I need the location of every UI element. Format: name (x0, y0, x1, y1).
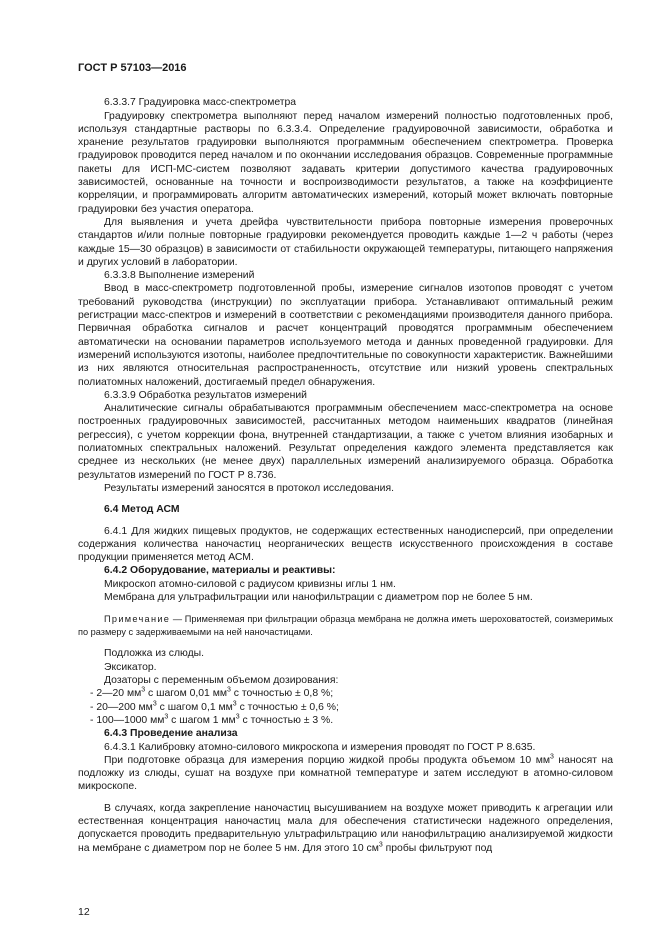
list-item: - 2—20 $мм^3$ с шагом 0,01 $мм^3$ с точностью ± 0,8 %; (90, 686, 334, 700)
paragraph: Эксикатор. (104, 661, 157, 673)
paragraph: Градуировку спектрометра выполняют перед началом измерений полностью подготовленных проб, используя стандартные растворы по 6.3.3.4. Определение градуировочной зависимости, обработка и хранение результатов градуировки выполняются программным обеспечением спектрометра. Проверка градуировок проводится перед началом и по окончании исследования образцов. Современные программные пакеты для ИСП-МС-систем позволяют задавать критерии допустимого качества градуировочных зависимостей, основанные на точности и воспроизводимости результатов, а также на коэффициенте корреляции, и программировать алгоритм автоматических измерений, который может включать повторные градуировки без участия оператора. (78, 110, 613, 215)
document-header: ГОСТ Р 57103—2016 (78, 62, 187, 74)
note-text: — Применяемая при фильтрации образца мембрана не должна иметь шероховатостей, соизмеримых по размеру с задерживаемыми на ней наночастицами. (78, 614, 613, 637)
paragraph: При подготовке образца для измерения порцию жидкой пробы продукта объемом 10 $мм^3$ наносят на подложку из слюды, сушат на воздухе при комнатной температуре и затем исследуют в атомно-силовом микроскопе. (78, 753, 614, 793)
paragraph: Для выявления и учета дрейфа чувствительности прибора повторные измерения проверочных стандартов и/или полные повторные градуировки рекомендуется проводить каждые 1—2 ч работы (через каждые 15—30 образцов) в зависимости от стабильности окружающей температуры, питающего напряжения и других условий в лаборатории. (78, 216, 613, 268)
paragraph: Дозаторы с переменным объемом дозирования: (104, 675, 339, 687)
paragraph: Микроскоп атомно-силовой с радиусом кривизны иглы 1 нм. (104, 578, 396, 590)
paragraph: Мембрана для ультрафильтрации или нанофильтрации с диаметром пор не более 5 нм. (104, 591, 533, 603)
list-item: - 20—200 $мм^3$ с шагом 0,1 $мм^3$ с точностью ± 0,6 %; (90, 700, 339, 713)
paragraph: Аналитические сигналы обрабатываются программным обеспечением масс-спектрометра на основе построенных градуировочных зависимостей, рассчитанных методом наименьших квадратов (линейная регрессия), с учетом коррекции фона, внутренней стандартизации, а также с учетом влияния изобарных и полиатомных спектральных наложений. Результат определения каждого элемента представляется как среднее из нескольких (не менее двух) параллельных измерений анализируемого образца. Обработка результатов измерений по ГОСТ Р 8.736. (78, 403, 613, 481)
document-body (78, 96, 613, 855)
section-heading-6-3-3-7: 6.3.3.7 Градуировка масс-спектрометра (104, 97, 297, 109)
list-item: - 100—1000 $мм^3$ с шагом 1 $мм^3$ с точностью ± 3 %. (90, 713, 334, 726)
section-heading-6-4-3: 6.4.3 Проведение анализа (104, 728, 238, 740)
paragraph: 6.4.3.1 Калибровку атомно-силового микроскопа и измерения проводят по ГОСТ Р 8.635. (104, 741, 536, 753)
section-heading-6-3-3-8: 6.3.3.8 Выполнение измерений (104, 270, 255, 282)
section-heading-6-4: 6.4 Метод АСМ (104, 504, 180, 516)
paragraph: Ввод в масс-спектрометр подготовленной пробы, измерение сигналов изотопов проводят с учетом требований руководства (инструкции) по эксплуатации прибора. Устанавливают оптимальный режим регистрации масс-спектров и измерений в соответствии с рекомендациями производителя данного прибора. Первичная обработка сигналов и расчет концентраций проводятся программным обеспечением автоматически на основании параметров используемого метода и данных проведенной градуировки. Для измерений используются изотопы, наиболее предпочтительные по совокупности характеристик. Важнейшими из них являются относительная распространенность, отсутствие или низкий уровень спектральных полиатомных наложений, достигаемый предел обнаружения. (78, 283, 613, 388)
dispenser-list (78, 687, 613, 727)
paragraph: Результаты измерений заносятся в протокол исследования. (104, 482, 394, 494)
note-label: Примечание (104, 614, 171, 625)
section-heading-6-4-2: 6.4.2 Оборудование, материалы и реактивы: (104, 565, 336, 577)
note (78, 613, 613, 638)
paragraph: 6.4.1 Для жидких пищевых продуктов, не содержащих естественных нанодисперсий, при определении содержания количества наночастиц неорганических веществ искусственного происхождения в составе продукции применяется метод АСМ. (78, 525, 613, 564)
page-number: 12 (78, 906, 90, 918)
paragraph: Подложка из слюды. (104, 648, 205, 660)
paragraph: В случаях, когда закрепление наночастиц высушиванием на воздухе может приводить к агрегации или естественная концентрация наночастиц мала для обеспечения статистически надежного определения, допускается проводить предварительную ультрафильтрацию или нанофильтрацию анализируемой жидкости на мембране с диаметром пор не более 5 нм. Для этого 10 $см^3$ пробы фильтруют под (78, 802, 613, 854)
section-heading-6-3-3-9: 6.3.3.9 Обработка результатов измерений (104, 389, 307, 401)
